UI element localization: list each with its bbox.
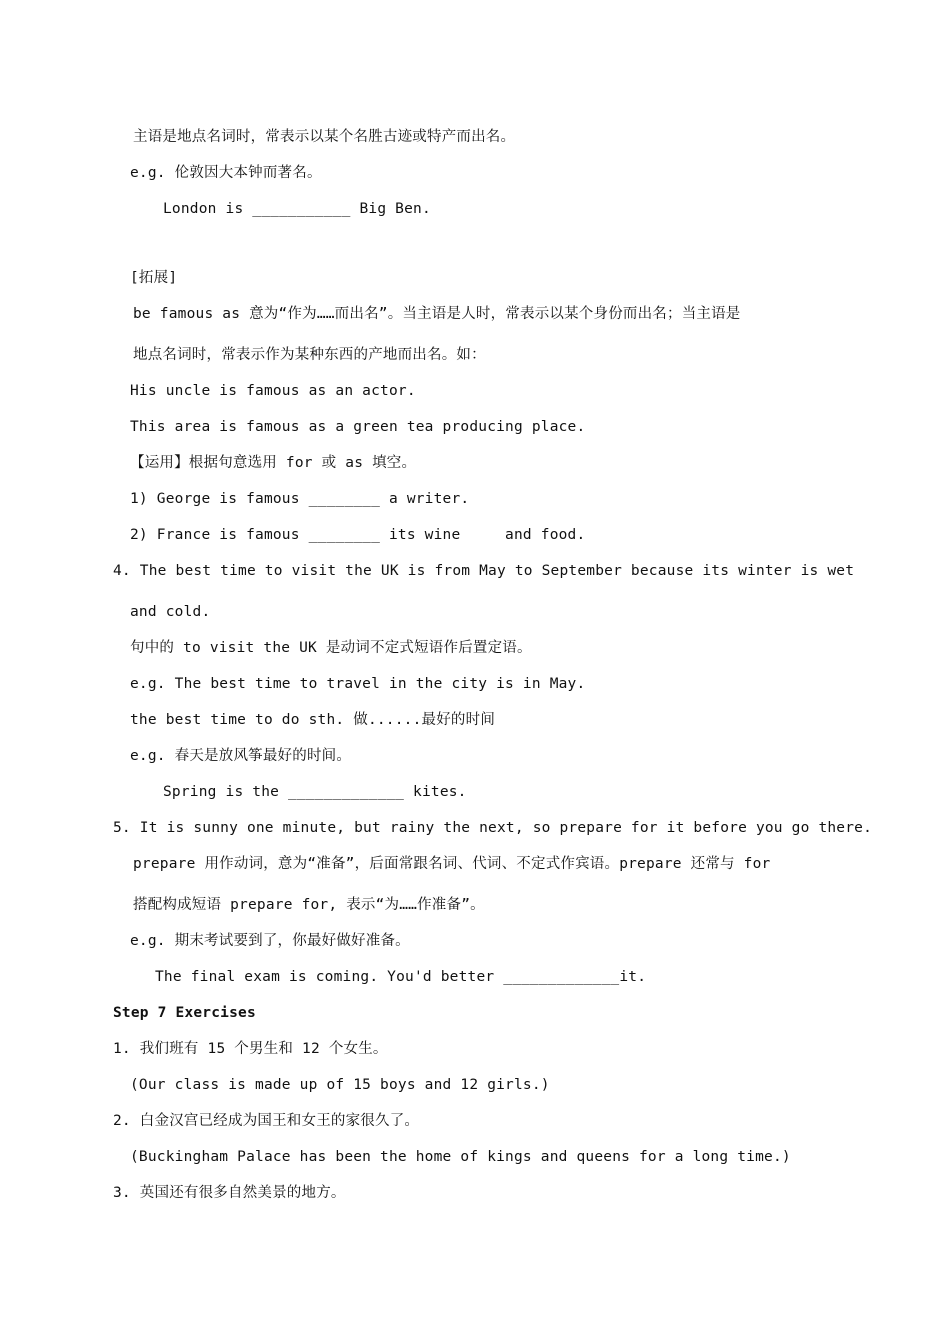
exercise-item: 2) France is famous ________ its wine and food. xyxy=(130,527,586,543)
exercise-sentence: Spring is the _____________ kites. xyxy=(163,784,467,800)
translation-line: (Buckingham Palace has been the home of kings and queens for a long time.) xyxy=(130,1149,791,1165)
numbered-item: 1. 我们班有 15 个男生和 12 个女生。 xyxy=(113,1041,388,1057)
example-line: e.g. 期末考试要到了，你最好做好准备。 xyxy=(130,933,410,949)
instruction-line: 【运用】根据句意选用 for 或 as 填空。 xyxy=(130,455,417,471)
text-line: 主语是地点名词时，常表示以某个名胜古迹或特产而出名。 xyxy=(133,129,516,145)
example-line: His uncle is famous as an actor. xyxy=(130,383,416,399)
example-line: e.g. The best time to travel in the city is in May. xyxy=(130,676,586,692)
exercise-item: 1) George is famous ________ a writer. xyxy=(130,491,470,507)
section-label: [拓展] xyxy=(130,270,178,286)
section-heading: Step 7 Exercises xyxy=(113,1005,256,1021)
text-line: 地点名词时，常表示作为某种东西的产地而出名。如： xyxy=(133,347,486,363)
text-line: prepare 用作动词，意为“准备”，后面常跟名词、代词、不定式作宾语。prepare 还常与 for xyxy=(133,856,771,872)
translation-line: (Our class is made up of 15 boys and 12 girls.) xyxy=(130,1077,550,1093)
text-line: 句中的 to visit the UK 是动词不定式短语作后置定语。 xyxy=(130,640,532,656)
numbered-item: 3. 英国还有很多自然美景的地方。 xyxy=(113,1185,346,1201)
text-line: be famous as 意为“作为……而出名”。当主语是人时，常表示以某个身份而出名；当主语是 xyxy=(133,306,741,322)
text-line: the best time to do sth. 做......最好的时间 xyxy=(130,712,496,728)
numbered-item: 5. It is sunny one minute, but rainy the next, so prepare for it before you go there. xyxy=(113,820,873,836)
text-line: and cold. xyxy=(130,604,211,620)
example-line: This area is famous as a green tea producing place. xyxy=(130,419,586,435)
example-line: e.g. 伦敦因大本钟而著名。 xyxy=(130,165,322,181)
text-line: 搭配构成短语 prepare for, 表示“为……作准备”。 xyxy=(133,897,485,913)
exercise-sentence: The final exam is coming. You'd better _____________it. xyxy=(155,969,647,985)
example-line: e.g. 春天是放风筝最好的时间。 xyxy=(130,748,352,764)
numbered-item: 4. The best time to visit the UK is from May to September because its winter is wet xyxy=(113,563,855,579)
exercise-sentence: London is ___________ Big Ben. xyxy=(163,201,431,217)
numbered-item: 2. 白金汉宫已经成为国王和女王的家很久了。 xyxy=(113,1113,420,1129)
